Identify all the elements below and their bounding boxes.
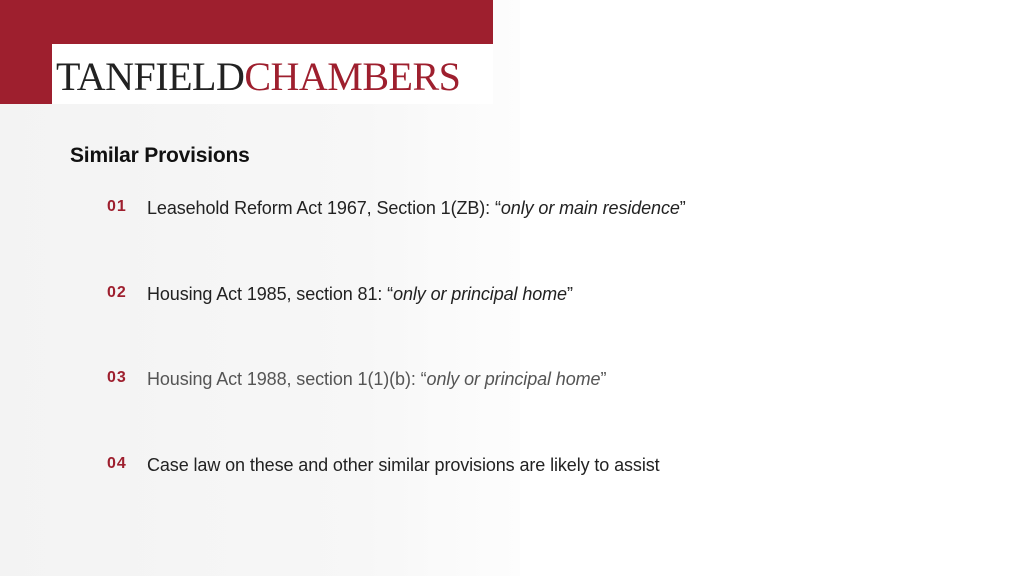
item-suffix: ”: [566, 284, 573, 304]
item-text: [147, 455, 660, 476]
item-text: [147, 284, 573, 305]
item-number: 02: [107, 284, 127, 301]
item-quote: only or main residence: [500, 198, 680, 218]
item-number: 01: [107, 198, 127, 215]
item-suffix: ”: [679, 198, 686, 218]
item-text: [147, 198, 686, 219]
item-quote: only or principal home: [426, 369, 601, 389]
brand-header-bar: [0, 0, 493, 44]
logo-word-tanfield: TANFIELD: [56, 54, 245, 99]
item-prefix: Housing Act 1988, section 1(1)(b): “: [147, 369, 427, 389]
item-suffix: ”: [600, 369, 607, 389]
brand-side-block: [0, 44, 52, 104]
item-prefix: Leasehold Reform Act 1967, Section 1(ZB): “: [147, 198, 501, 218]
slide-title: Similar Provisions: [70, 144, 250, 167]
item-prefix: Housing Act 1985, section 81: “: [147, 284, 394, 304]
item-text: [147, 369, 606, 390]
item-number: 04: [107, 455, 127, 472]
tanfield-chambers-logo: [56, 54, 460, 100]
item-prefix: Case law on these and other similar provisions are likely to assist: [147, 455, 660, 475]
item-number: 03: [107, 369, 127, 386]
logo-word-chambers: CHAMBERS: [244, 54, 461, 99]
item-quote: only or principal home: [393, 284, 567, 304]
